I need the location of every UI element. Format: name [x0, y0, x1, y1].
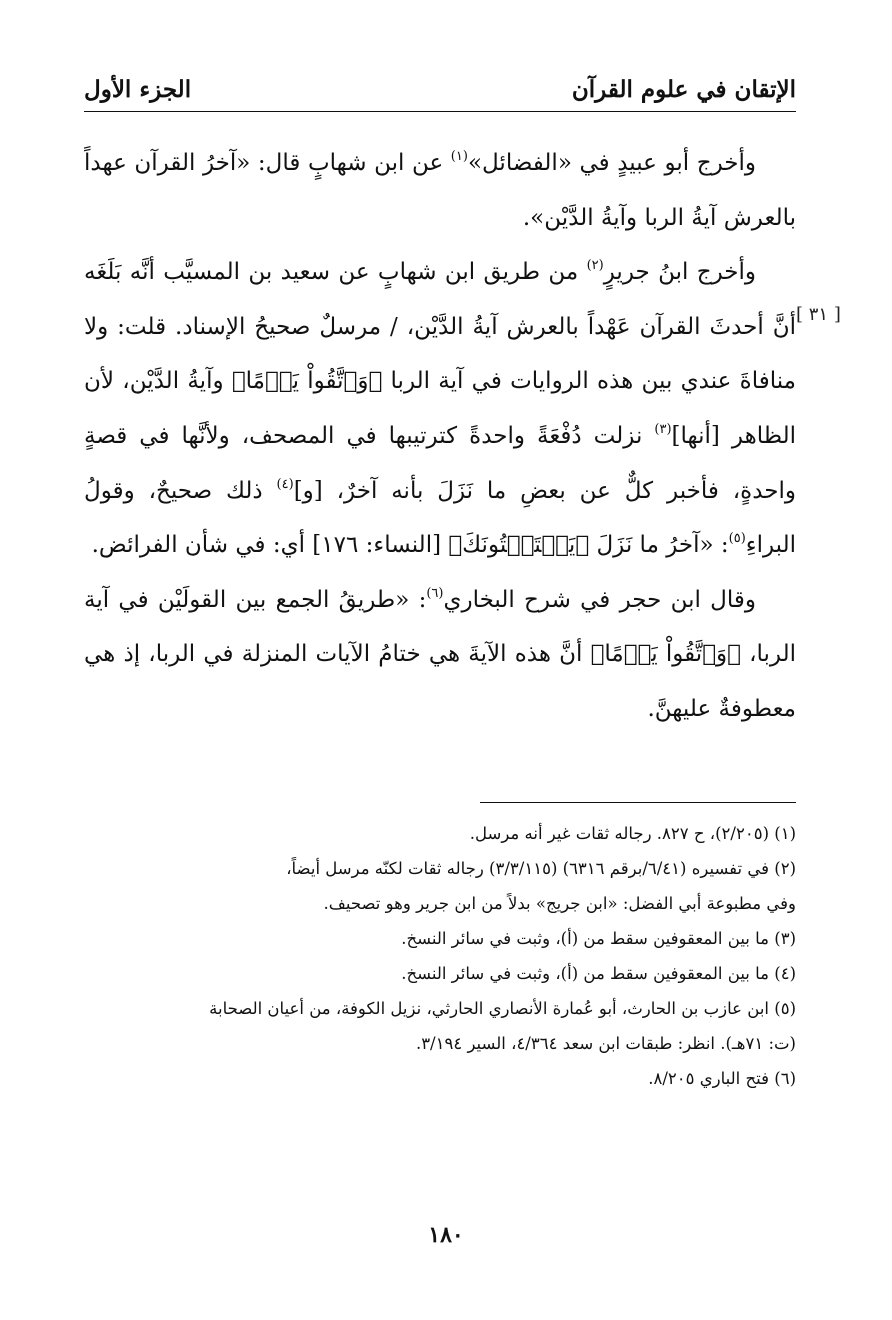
footnote-2: (٢) في تفسيره (٦/٤١/برقم ٦٣١٦) (٣/٣/١١٥) رجاله ثقات لكنّه مرسل أيضاً،	[286, 859, 796, 878]
footnote-3: (٣) ما بين المعقوفين سقط من (أ)، وثبت في سائر النسخ.	[401, 929, 796, 948]
page-number: ١٨٠	[428, 1222, 464, 1248]
footnote-ref-5[interactable]: (٥)	[728, 531, 746, 547]
paragraph-2: وأخرج ابنُ جريرٍ$^{(٢)}$ من طريق ابن شهابٍ عن سعيد بن المسيَّب أنَّه بَلَغَه أنَّ أحدثَ القرآن عَهْداً بالعرش آيةُ الدَّيْن، / مرسلٌ صحيحُ الإسناد. قلت: ولا منافاةَ عندي بين هذه الروايات في آية الربا ﴿وَٱتَّقُواْ يَوۡمًا﴾ وآيةُ الدَّيْن، لأن الظاهر [أنها]$^{(٣)}$ نزلت دُفْعَةً واحدةً كترتيبها في المصحف، ولأنَّها في قصةٍ واحدةٍ، فأخبر كلٌّ عن بعضِ ما نَزَلَ بأنه آخرٌ، [و]$^{(٤)}$ ذلك صحيحٌ، وقولُ البراءِ$^{(٥)}$: «آخرُ ما نَزَلَ ﴿يَسۡتَفۡتُونَكَ﴾ [النساء: ١٧٦] أي: في شأن الفرائض.	[84, 258, 796, 559]
paragraph-3: وقال ابن حجر في شرح البخاري$^{(٦)}$: «طريقُ الجمع بين القولَيْن في آية الربا، ﴿وَٱتَّقُواْ يَوۡمًا﴾ أنَّ هذه الآيةَ هي ختامُ الآيات المنزلة في الربا، إذ هي معطوفةٌ عليهنَّ.	[84, 585, 796, 722]
footnote-4: (٤) ما بين المعقوفين سقط من (أ)، وثبت في سائر النسخ.	[401, 964, 796, 983]
margin-reference: [ ٣١ ]	[796, 304, 841, 325]
footnotes	[84, 816, 796, 1096]
footnote-6: (٦) فتح الباري ٨/٢٠٥.	[648, 1069, 796, 1088]
volume-label: الجزء الأول	[84, 75, 192, 103]
footnote-1: (١) (٢/٢٠٥)، ح ٨٢٧. رجاله ثقات غير أنه مرسل.	[469, 824, 796, 843]
paragraph-1: وأخرج أبو عبيدٍ في «الفضائل»$^{(١)}$ عن ابن شهابٍ قال: «آخرُ القرآن عهداً بالعرش آيةُ الربا وآيةُ الدَّيْن».	[84, 149, 796, 231]
book-title: الإتقان في علوم القرآن	[571, 75, 796, 103]
footnote-2-continued: وفي مطبوعة أبي الفضل: «ابن جريج» بدلاً من ابن جرير وهو تصحيف.	[323, 894, 796, 913]
header-rule	[84, 111, 796, 112]
footnote-rule	[480, 802, 796, 803]
running-head	[84, 72, 796, 106]
footnote-ref-2[interactable]: (٢)	[586, 258, 604, 274]
footnote-ref-4[interactable]: (٤)	[276, 476, 294, 492]
footnote-ref-6[interactable]: (٦)	[426, 585, 444, 601]
footnote-ref-1[interactable]: (١)	[450, 149, 468, 164]
main-text	[84, 136, 796, 737]
footnote-5-continued: (ت: ٧١هـ). انظر: طبقات ابن سعد ٤/٣٦٤، السير ٣/١٩٤.	[415, 1034, 796, 1053]
footnote-5: (٥) ابن عازب بن الحارث، أبو عُمارة الأنصاري الحارثي، نزيل الكوفة، من أعيان الصحابة	[209, 999, 796, 1018]
footnote-ref-3[interactable]: (٣)	[654, 421, 672, 437]
